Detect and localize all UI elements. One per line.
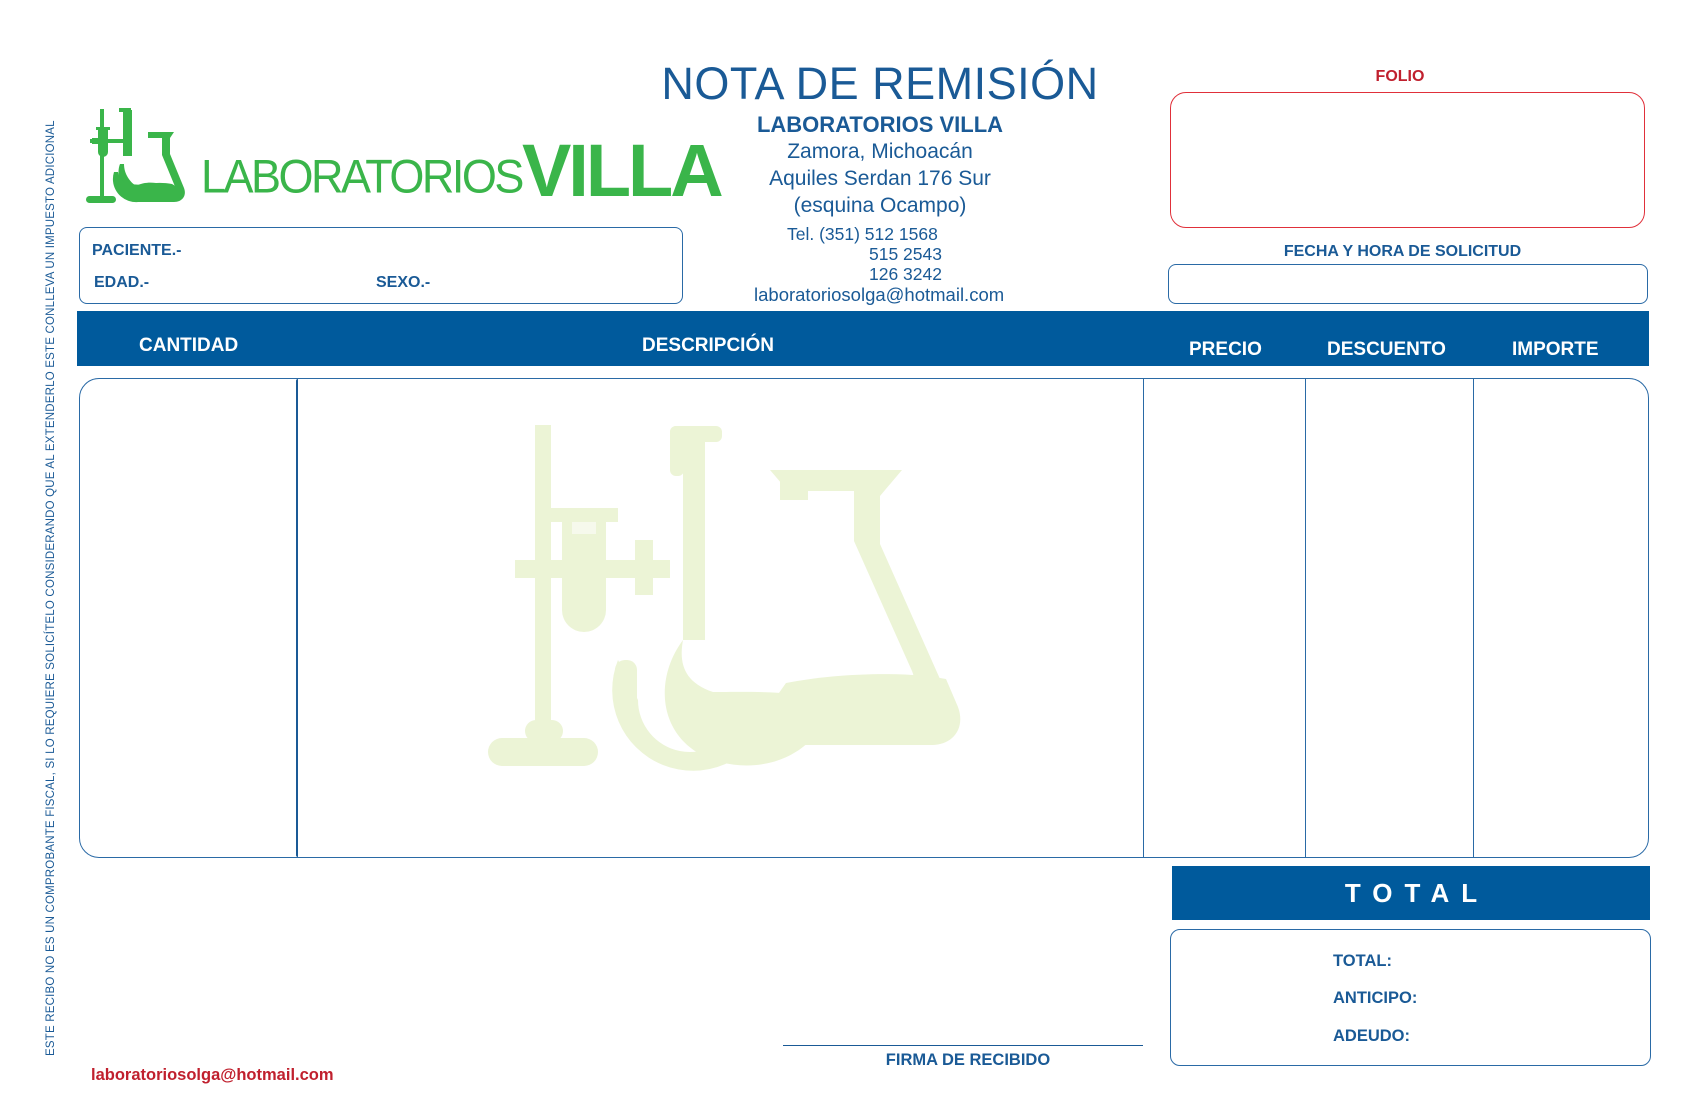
phone-1: Tel. (351) 512 1568 bbox=[787, 224, 938, 244]
column-header-importe: IMPORTE bbox=[1512, 339, 1599, 360]
column-divider bbox=[1473, 379, 1474, 857]
fiscal-disclaimer: ESTE RECIBO NO ES UN COMPROBANTE FISCAL, SI LO REQUIERE SOLICÍTELO CONSIDERANDO QUE AL EXTENDERLO ESTE CONLLEVA UN IMPUESTO ADICIONAL bbox=[45, 120, 57, 1056]
phone-3: 126 3242 bbox=[869, 264, 942, 284]
column-divider bbox=[1305, 379, 1306, 857]
request-date-field[interactable] bbox=[1168, 264, 1648, 304]
logo-text-laboratorios: LABORATORIOS bbox=[201, 149, 522, 204]
column-divider bbox=[1143, 379, 1144, 857]
address-street: Aquiles Serdan 176 Sur bbox=[769, 167, 991, 190]
header-email: laboratoriosolga@hotmail.com bbox=[754, 284, 1005, 305]
column-header-descripcion: DESCRIPCIÓN bbox=[642, 335, 774, 356]
footer-email: laboratoriosolga@hotmail.com bbox=[91, 1066, 334, 1084]
document-title: NOTA DE REMISIÓN bbox=[661, 58, 1099, 109]
patient-age-label: EDAD.- bbox=[94, 274, 150, 291]
anticipo-label: ANTICIPO: bbox=[1333, 989, 1418, 1007]
patient-name-label: PACIENTE.- bbox=[92, 242, 182, 259]
patient-info-box[interactable] bbox=[79, 227, 683, 304]
address-city: Zamora, Michoacán bbox=[787, 140, 973, 163]
folio-box[interactable] bbox=[1170, 92, 1645, 228]
total-label: TOTAL: bbox=[1333, 952, 1392, 970]
signature-label: FIRMA DE RECIBIDO bbox=[885, 1051, 1051, 1069]
lab-glassware-watermark-icon bbox=[480, 420, 1000, 820]
address-corner: (esquina Ocampo) bbox=[793, 194, 967, 217]
column-header-descuento: DESCUENTO bbox=[1327, 339, 1446, 360]
column-header-precio: PRECIO bbox=[1189, 339, 1262, 360]
folio-label: FOLIO bbox=[1375, 68, 1425, 85]
company-name: LABORATORIOS VILLA bbox=[756, 112, 1004, 137]
phone-2: 515 2543 bbox=[869, 244, 942, 264]
table-header bbox=[77, 311, 1649, 366]
patient-sex-label: SEXO.- bbox=[376, 274, 431, 291]
totals-box[interactable] bbox=[1170, 929, 1651, 1066]
column-divider bbox=[296, 379, 298, 857]
total-banner: TOTAL bbox=[1172, 866, 1650, 920]
logo-text-villa: VILLA bbox=[521, 129, 721, 212]
adeudo-label: ADEUDO: bbox=[1333, 1027, 1410, 1045]
request-date-label: FECHA Y HORA DE SOLICITUD bbox=[1283, 243, 1522, 260]
lab-glassware-icon bbox=[86, 104, 201, 214]
column-header-cantidad: CANTIDAD bbox=[139, 335, 239, 356]
signature-line[interactable] bbox=[783, 1045, 1143, 1046]
